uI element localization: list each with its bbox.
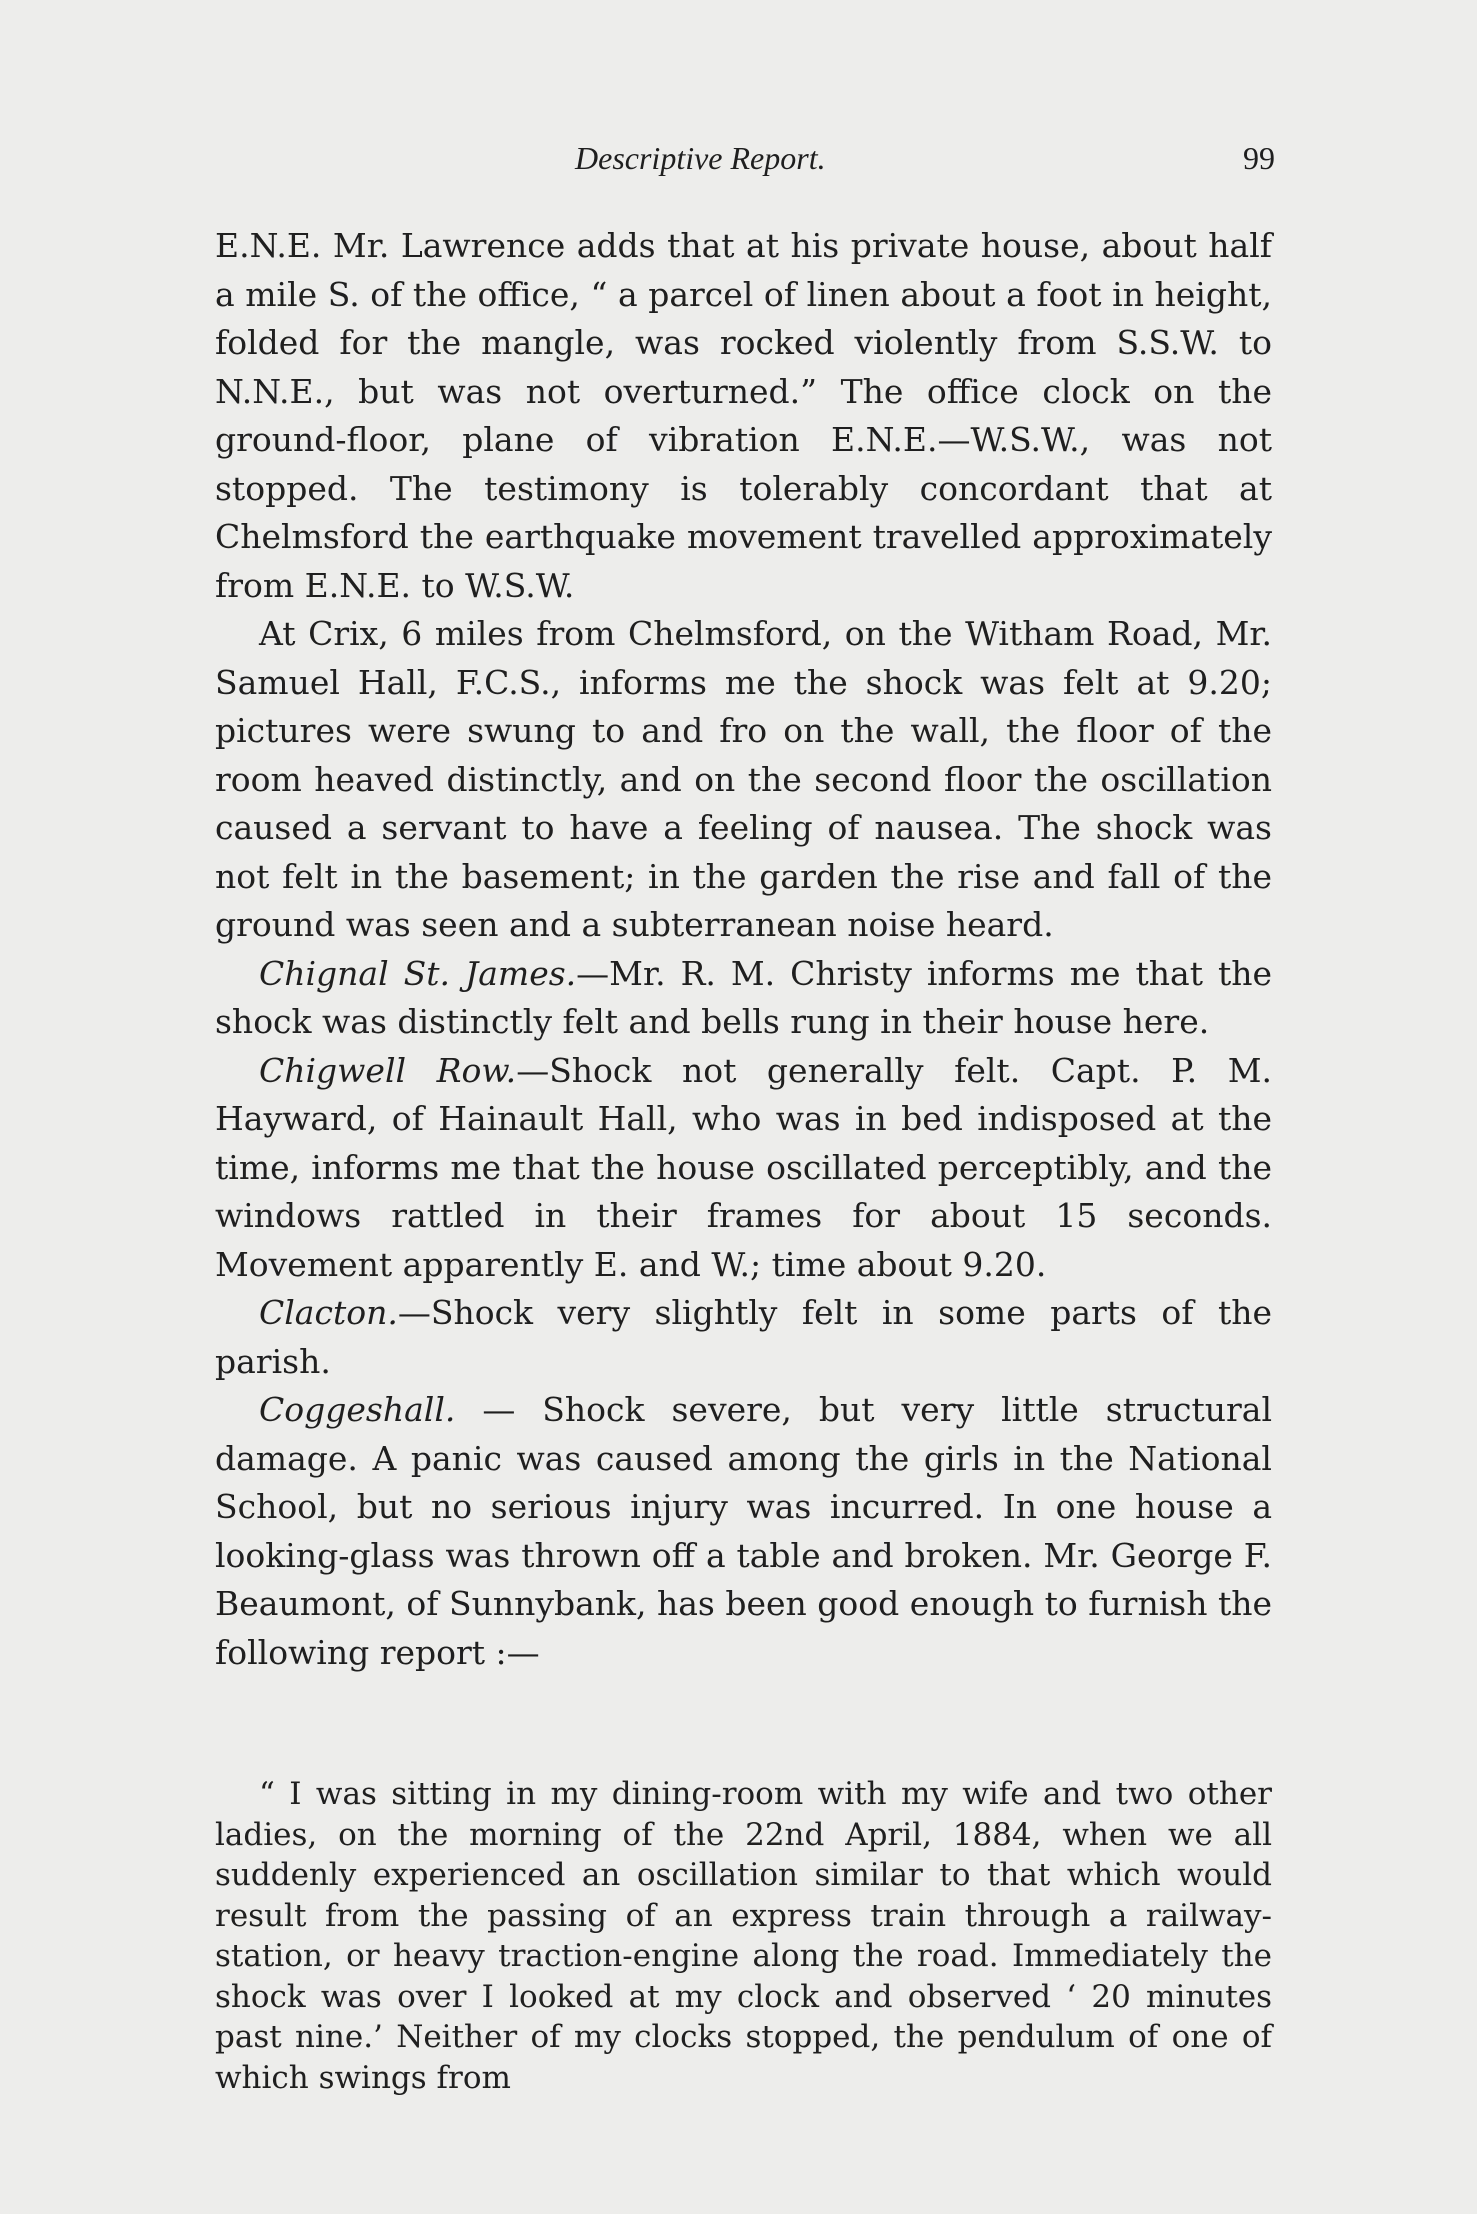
running-title: Descriptive Report. [575,140,826,176]
page-header [215,140,1275,190]
paragraph-text: —Mr. R. M. Christy informs me that the shock was distinctly felt and bells rung in their house here. [215,953,1272,1041]
paragraph-lead: Chignal St. James. [259,953,577,993]
page-number: 99 [1243,140,1275,176]
paragraph [215,1047,1272,1290]
paragraph-text: At Crix, 6 miles from Chelmsford, on the Witham Road, Mr. Samuel Hall, F.C.S., informs me the shock was felt at 9.20; pictures were swung to and fro on the wall, the floor of the room heaved distinctly, and on the second floor the oscillation caused a servant to have a feeling of nausea. The shock was not felt in the basement; in the garden the rise and fall of the ground was seen and a subterranean noise heard. [215,614,1272,944]
paragraph [215,950,1272,1047]
quoted-report [215,1774,1272,2098]
quote-text: “ I was sitting in my dining-room with my wife and two other ladies, on the morning of the 22nd April, 1884, when we all suddenly experienced an oscillation similar to that which would result from the passing of an express train through a railway-station, or heavy traction-engine along the road. Immediately the shock was over I looked at my clock and observed ‘ 20 minutes past nine.’ Neither of my clocks stopped, the pendulum of one of which swings from [215,1776,1272,2096]
paragraph-lead: Clacton. [259,1293,398,1332]
paragraph-text: —Shock not generally felt. Capt. P. M. Hayward, of Hainault Hall, who was in bed indisposed at the time, informs me that the house oscillated perceptibly, and the windows rattled in their frames for about 15 seconds. Movement apparently E. and W.; time about 9.20. [215,1050,1272,1284]
paragraph-text: —Shock very slightly felt in some parts of the parish. [215,1293,1272,1381]
paragraph-lead: Chigwell Row. [259,1050,517,1090]
paragraph [215,610,1272,950]
paragraph-text: E.N.E. Mr. Lawrence adds that at his private house, about half a mile S. of the office, “ a parcel of linen about a foot in height, folded for the mangle, was rocked violently from S.S.W. to N.N.E., but was not overturned.” The office clock on the ground-floor, plane of vibration E.N.E.—W.S.W., was not stopped. The testimony is tolerably concordant that at Chelmsford the earthquake movement travelled approximately from E.N.E. to W.S.W. [215,226,1272,605]
paragraph-text: — Shock severe, but very little structural damage. A panic was caused among the girls in the National School, but no serious injury was incurred. In one house a looking-glass was thrown off a table and broken. Mr. George F. Beaumont, of Sunnybank, has been good enough to furnish the following report :— [215,1390,1272,1672]
body-text [215,222,1272,1677]
paragraph [215,222,1272,610]
paragraph [215,1289,1272,1386]
paragraph-lead: Coggeshall. [259,1390,456,1429]
paragraph [215,1386,1272,1677]
